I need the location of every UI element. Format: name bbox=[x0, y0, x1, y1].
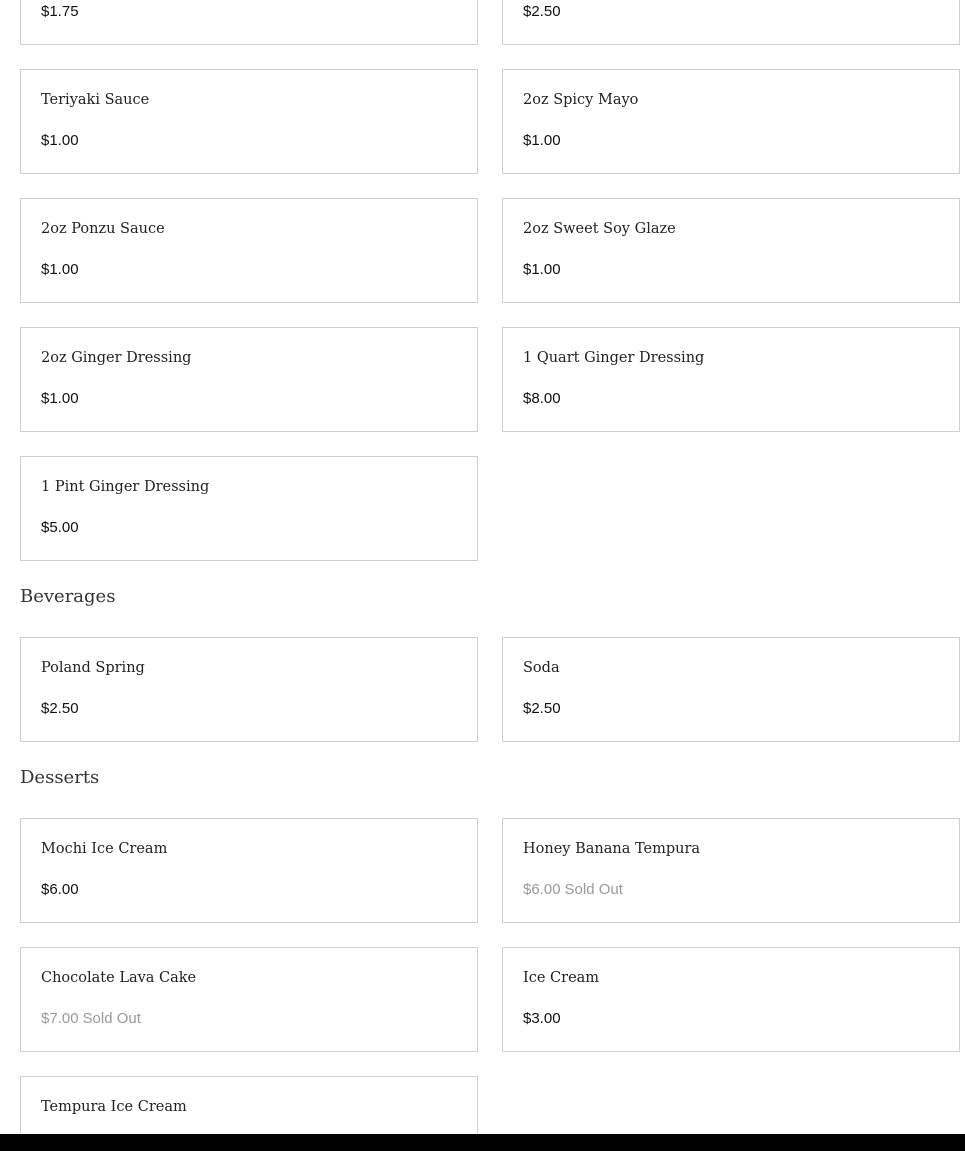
item-name: Honey Banana Tempura bbox=[523, 841, 701, 857]
item-price: $1.00 bbox=[523, 132, 561, 149]
item-price: $2.50 bbox=[41, 700, 79, 717]
item-name: 2oz Spicy Mayo bbox=[523, 92, 639, 108]
menu-item-ponzu-sauce[interactable] bbox=[20, 198, 478, 303]
menu-item-ginger-dressing-quart[interactable] bbox=[502, 327, 960, 432]
menu-item-sweet-soy-glaze[interactable] bbox=[502, 198, 960, 303]
bottom-bar bbox=[0, 1134, 965, 1151]
section-title-beverages: Beverages bbox=[20, 586, 116, 607]
item-name: Teriyaki Sauce bbox=[41, 92, 150, 108]
sold-out-label: Sold Out bbox=[82, 1010, 141, 1027]
item-name: 2oz Sweet Soy Glaze bbox=[523, 221, 676, 237]
menu-item-chocolate-lava-cake[interactable] bbox=[20, 947, 478, 1052]
item-price-sold-out bbox=[41, 1010, 141, 1027]
item-name: Chocolate Lava Cake bbox=[41, 970, 197, 986]
item-name: 2oz Ginger Dressing bbox=[41, 350, 192, 366]
item-price: $1.75 bbox=[41, 3, 79, 20]
menu-item-soda[interactable] bbox=[502, 637, 960, 742]
item-price: $2.50 bbox=[523, 3, 561, 20]
item-price: $1.00 bbox=[523, 261, 561, 278]
menu-item-poland-spring[interactable] bbox=[20, 637, 478, 742]
item-name: 2oz Ponzu Sauce bbox=[41, 221, 165, 237]
item-name: Ice Cream bbox=[523, 970, 600, 986]
menu-item-teriyaki-sauce[interactable] bbox=[20, 69, 478, 174]
menu-item-card[interactable] bbox=[20, 0, 478, 45]
sold-out-label: Sold Out bbox=[564, 881, 623, 898]
menu-item-honey-banana-tempura[interactable] bbox=[502, 818, 960, 923]
item-price: $1.00 bbox=[41, 132, 79, 149]
item-name: 1 Pint Ginger Dressing bbox=[41, 479, 210, 495]
item-price-sold-out bbox=[523, 881, 623, 898]
menu-item-ginger-dressing-pint[interactable] bbox=[20, 456, 478, 561]
item-name: 1 Quart Ginger Dressing bbox=[523, 350, 705, 366]
item-price: $6.00 bbox=[41, 881, 79, 898]
item-price: $1.00 bbox=[41, 261, 79, 278]
item-price: $5.00 bbox=[41, 519, 79, 536]
menu-item-spicy-mayo[interactable] bbox=[502, 69, 960, 174]
menu-item-card[interactable] bbox=[502, 0, 960, 45]
item-price: $3.00 bbox=[523, 1010, 561, 1027]
menu-item-ice-cream[interactable] bbox=[502, 947, 960, 1052]
item-price: $6.00 bbox=[523, 881, 561, 898]
item-price: $8.00 bbox=[523, 390, 561, 407]
item-price: $1.00 bbox=[41, 390, 79, 407]
menu-item-mochi-ice-cream[interactable] bbox=[20, 818, 478, 923]
item-name: Mochi Ice Cream bbox=[41, 841, 168, 857]
item-price: $2.50 bbox=[523, 700, 561, 717]
item-name: Poland Spring bbox=[41, 660, 145, 676]
item-price: $7.00 bbox=[41, 1010, 79, 1027]
item-name: Soda bbox=[523, 660, 560, 676]
menu-item-ginger-dressing-2oz[interactable] bbox=[20, 327, 478, 432]
item-name: Tempura Ice Cream bbox=[41, 1099, 187, 1115]
section-title-desserts: Desserts bbox=[20, 767, 100, 788]
